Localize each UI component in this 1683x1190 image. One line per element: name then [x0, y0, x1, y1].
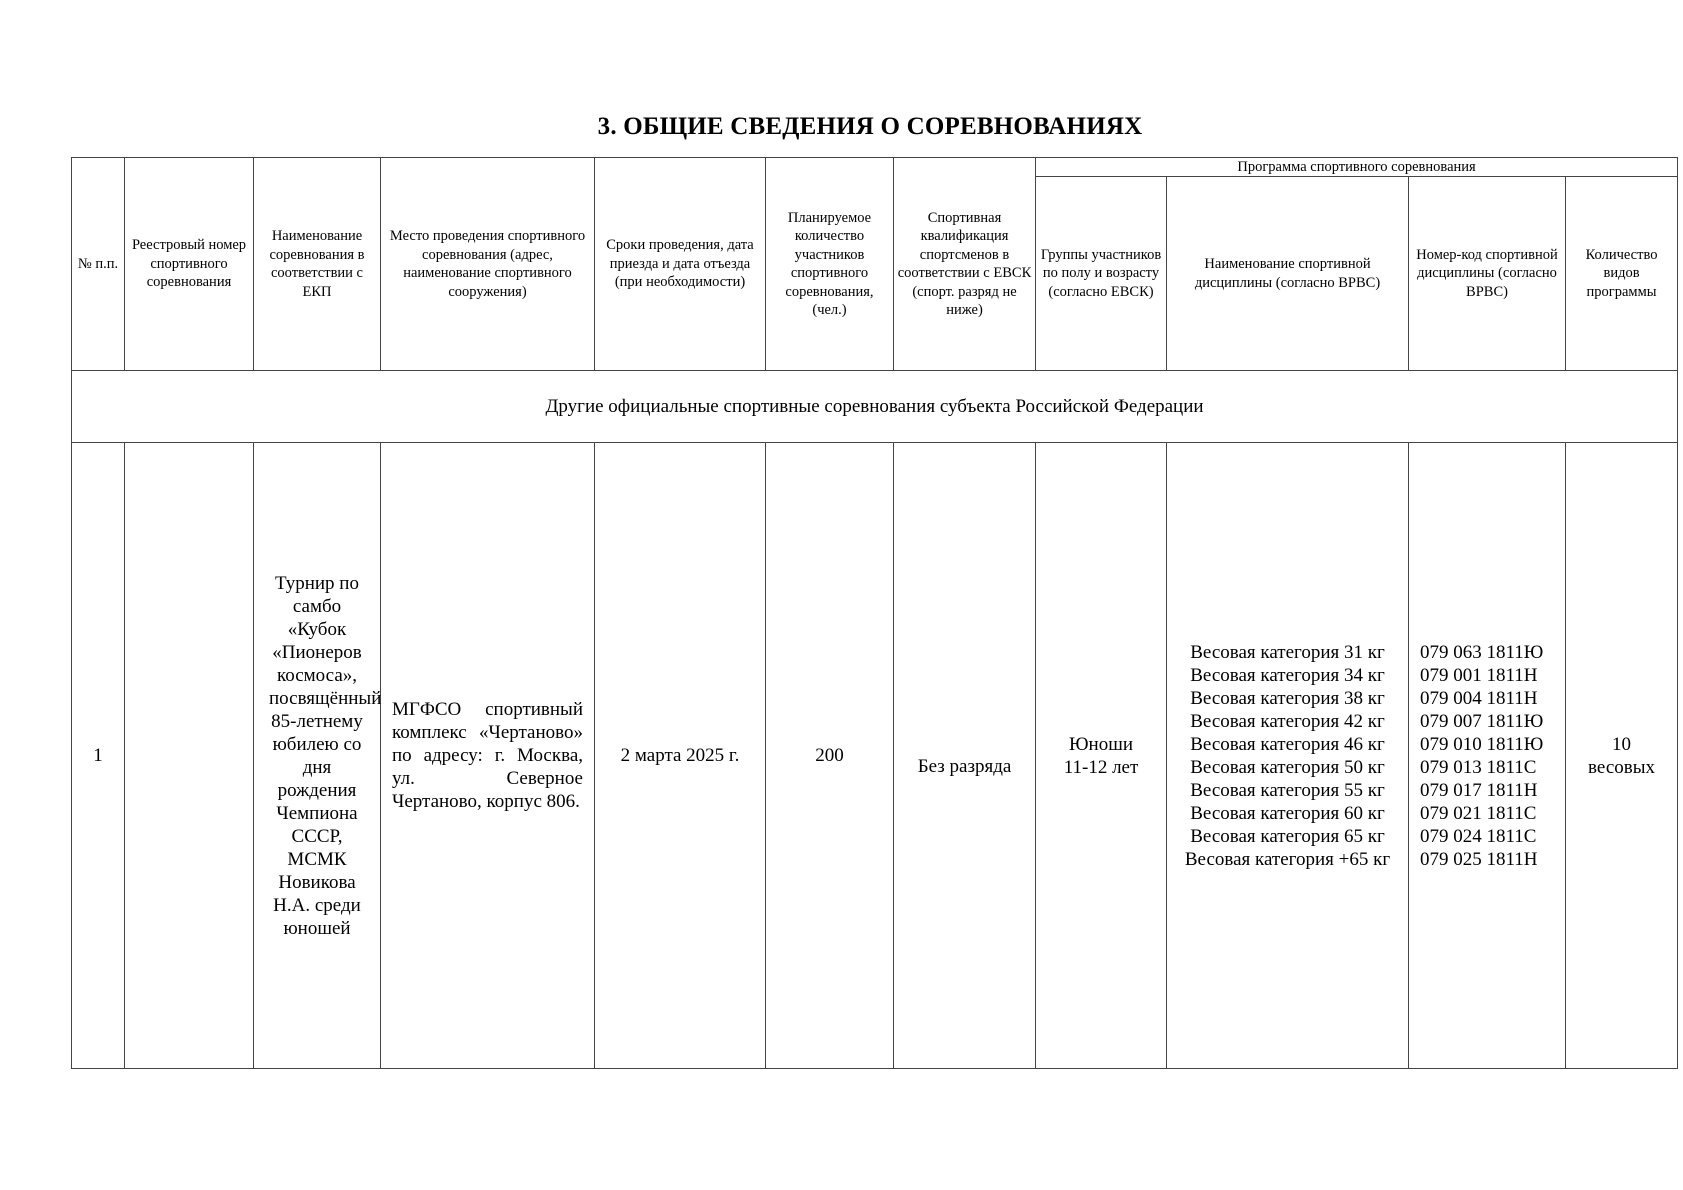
- discipline-code-item: 079 025 1811Н: [1420, 848, 1538, 870]
- program-count-line-2: весовых: [1588, 756, 1655, 778]
- discipline-item: Весовая категория 65 кг: [1190, 825, 1385, 847]
- section-row: [72, 371, 1678, 443]
- header-discipline: Наименование спортивной дисциплины (согласно ВРВС): [1167, 177, 1409, 371]
- cell-program-count: [1566, 443, 1678, 1069]
- discipline-item: Весовая категория +65 кг: [1184, 848, 1391, 870]
- groups-line-1: Юноши: [1069, 733, 1133, 755]
- venue-text: МГФСО спортивный комплекс «Чертаново» по адресу: г. Москва, ул. Северное Чертаново, корпус 806.: [392, 699, 583, 812]
- discipline-code-item: 079 013 1811С: [1420, 756, 1537, 778]
- discipline-code-item: 079 001 1811Н: [1420, 664, 1538, 686]
- discipline-item: Весовая категория 34 кг: [1190, 664, 1385, 686]
- cell-disciplines: [1167, 443, 1409, 1069]
- header-discipline-code: Номер-код спортивной дисциплины (согласно ВРВС): [1409, 177, 1566, 371]
- header-qualification: Спортивная квалификация спортсменов в соответствии с ЕВСК (спорт. разряд не ниже): [894, 158, 1036, 371]
- cell-groups: [1036, 443, 1167, 1069]
- competition-name-text: Турнир по самбо «Кубок «Пионеров космоса», посвящённый 85-летнему юбилею со дня рождения Чемпиона СССР, МСМК Новикова Н.А. среди юношей: [269, 572, 382, 939]
- discipline-code-item: 079 063 1811Ю: [1420, 641, 1544, 663]
- header-participants: Планируемое количество участников спортивного соревнования, (чел.): [766, 158, 894, 371]
- program-count-line-1: 10: [1612, 733, 1632, 755]
- header-dates: Сроки проведения, дата приезда и дата отъезда (при необходимости): [595, 158, 766, 371]
- discipline-item: Весовая категория 31 кг: [1190, 641, 1385, 663]
- discipline-item: Весовая категория 50 кг: [1190, 756, 1385, 778]
- cell-participants: 200: [766, 443, 894, 1069]
- header-competition-name: Наименование соревнования в соответствии с ЕКП: [254, 158, 381, 371]
- cell-discipline-codes: [1409, 443, 1566, 1069]
- cell-competition-name: [254, 443, 381, 1069]
- cell-registry-number: [125, 443, 254, 1069]
- cell-qualification: [894, 443, 1036, 1069]
- discipline-item: Весовая категория 42 кг: [1190, 710, 1385, 732]
- groups-line-2: 11-12 лет: [1063, 756, 1139, 778]
- discipline-code-item: 079 007 1811Ю: [1420, 710, 1544, 732]
- header-registry-number: Реестровый номер спортивного соревнования: [125, 158, 254, 371]
- discipline-item: Весовая категория 55 кг: [1190, 779, 1385, 801]
- qualification-text: Без разряда: [917, 756, 1012, 777]
- header-groups: Группы участников по полу и возрасту (согласно ЕВСК): [1036, 177, 1167, 371]
- discipline-item: Весовая категория 46 кг: [1190, 733, 1385, 755]
- discipline-code-item: 079 004 1811Н: [1420, 687, 1538, 709]
- header-number: № п.п.: [72, 158, 125, 371]
- discipline-code-item: 079 010 1811Ю: [1420, 733, 1544, 755]
- header-row: [72, 158, 1678, 177]
- header-venue: Место проведения спортивного соревнования (адрес, наименование спортивного сооружения): [381, 158, 595, 371]
- header-program: Программа спортивного соревнования: [1036, 158, 1678, 177]
- cell-dates: 2 марта 2025 г.: [595, 443, 766, 1069]
- table-row: [72, 443, 1678, 1069]
- cell-venue: [381, 443, 595, 1069]
- page-title: 3. ОБЩИЕ СВЕДЕНИЯ О СОРЕВНОВАНИЯХ: [597, 113, 1143, 140]
- competitions-table: [71, 157, 1678, 1069]
- discipline-item: Весовая категория 38 кг: [1190, 687, 1385, 709]
- header-program-count: Количество видов программы: [1566, 177, 1678, 371]
- discipline-item: Весовая категория 60 кг: [1190, 802, 1385, 824]
- section-title: Другие официальные спортивные соревнования субъекта Российской Федерации: [72, 371, 1678, 443]
- cell-number: 1: [72, 443, 125, 1069]
- discipline-code-item: 079 017 1811Н: [1420, 779, 1538, 801]
- discipline-code-item: 079 024 1811С: [1420, 825, 1537, 847]
- discipline-code-item: 079 021 1811С: [1420, 802, 1537, 824]
